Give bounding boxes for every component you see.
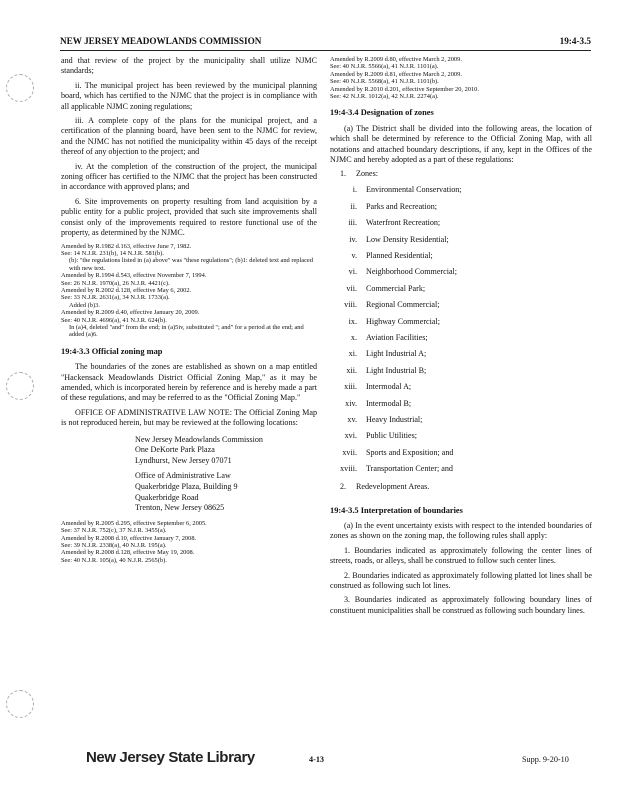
- zone-number: xiii.: [344, 382, 357, 392]
- zone-label: Regional Commercial;: [366, 300, 440, 310]
- item-label: Zones:: [356, 169, 379, 179]
- history-line: See: 33 N.J.R. 2631(a), 34 N.J.R. 1733(a).: [61, 294, 170, 302]
- zone-item: [330, 300, 592, 316]
- zone-number: iii.: [348, 218, 357, 228]
- zone-item: [330, 202, 592, 218]
- address-line: Office of Administrative Law: [135, 471, 231, 481]
- history-line: In (a)4, deleted "and" from the end; in (a)5iv, substituted "; and" for a period at the end; and added (a)6.: [69, 323, 304, 339]
- zone-number: xvii.: [342, 447, 357, 457]
- zone-number: xviii.: [340, 464, 357, 474]
- binder-hole-mark: [6, 372, 34, 400]
- history-line: Amended by R.1994 d.543, effective November 7, 1994.: [61, 272, 207, 280]
- library-logo: New Jersey State Library: [86, 749, 255, 766]
- zone-label: Neighborhood Commercial;: [366, 267, 458, 277]
- zone-item: [330, 431, 592, 447]
- supplement-date: Supp. 9-20-10: [522, 755, 569, 764]
- zone-number: v.: [351, 251, 357, 261]
- section-heading: 19:4-3.5 Interpretation of boundaries: [330, 505, 463, 515]
- zone-item: [330, 333, 592, 349]
- header-section: 19:4-3.5: [559, 36, 591, 46]
- zone-label: Intermodal A;: [366, 382, 412, 392]
- paragraph: The boundaries of the zones are established as shown on a map entitled "Hackensack Meadowlands District Official Zoning Map," as it may be amended, which is incorporated herein by reference and is hereby made a part of these regulations, and may be referred to as the "Official Zoning Map.": [61, 362, 317, 403]
- history-line: See: 40 N.J.R. 5568(a), 41 N.J.R. 1101(b).: [330, 78, 439, 86]
- zone-number: xi.: [348, 349, 357, 359]
- zone-item: [330, 415, 592, 431]
- zone-item: [330, 218, 592, 234]
- section-heading: 19:4-3.3 Official zoning map: [61, 346, 163, 356]
- zone-number: vi.: [348, 267, 357, 277]
- address-line: Trenton, New Jersey 08625: [135, 503, 225, 513]
- zone-item: [330, 448, 592, 464]
- zone-label: Public Utilities;: [366, 431, 418, 441]
- zone-item: [330, 251, 592, 267]
- list-item: [340, 169, 592, 185]
- history-line: (b): "the regulations listed in (a) above" was "these regulations"; (b)1: deleted text and replaced with new text.: [69, 257, 313, 272]
- address-line: Quakerbridge Road: [135, 492, 199, 502]
- binder-hole-mark: [6, 690, 34, 718]
- history-line: See: 40 N.J.R. 4696(a), 41 N.J.R. 624(b).: [61, 316, 167, 324]
- paragraph: 3. Boundaries indicated as approximately following boundary lines of constituent municipalities shall be construed as following such boundary lines.: [330, 595, 592, 615]
- history-line: Amended by R.2009 d.81, effective March 2, 2009.: [330, 70, 462, 78]
- paragraph: iv. At the completion of the construction of the project, the municipal zoning officer has certified to the NJMC that the project has been constructed in accordance with approved plans; and: [61, 161, 317, 192]
- list-item: [340, 482, 592, 498]
- zone-label: Intermodal B;: [366, 398, 412, 408]
- history-line: See: 37 N.J.R. 752(c), 37 N.J.R. 3455(a).: [61, 527, 167, 535]
- zone-item: [330, 267, 592, 283]
- history-line: See: 42 N.J.R. 1012(a), 42 N.J.R. 2274(a).: [330, 93, 439, 101]
- address-block: [61, 435, 317, 514]
- history-line: Amended by R.2002 d.128, effective May 6, 2002.: [61, 286, 192, 294]
- zone-label: Highway Commercial;: [366, 316, 440, 326]
- page-number: 4-13: [309, 755, 325, 764]
- item-label: Redevelopment Areas.: [356, 481, 430, 491]
- zones-list: [330, 169, 592, 497]
- left-column: [61, 56, 317, 572]
- history-line: Amended by R.1982 d.163, effective June 7, 1982.: [61, 242, 192, 250]
- paragraph: and that review of the project by the municipality shall utilize NJMC standards;: [61, 56, 317, 76]
- history-line: Amended by R.2005 d.295, effective September 6, 2005.: [61, 519, 207, 527]
- history-line: See: 40 N.J.R. 5566(a), 41 N.J.R. 1101(a).: [330, 63, 439, 71]
- zone-item: [330, 382, 592, 398]
- zone-number: xiv.: [345, 398, 357, 408]
- binder-hole-mark: [6, 74, 34, 102]
- zone-label: Aviation Facilities;: [366, 332, 428, 342]
- history-notes: [61, 520, 317, 564]
- zone-item: [330, 399, 592, 415]
- section-heading: 19:4-3.4 Designation of zones: [330, 108, 434, 118]
- address-line: New Jersey Meadowlands Commission: [135, 434, 263, 444]
- zone-label: Light Industrial B;: [366, 365, 427, 375]
- zone-label: Transportation Center; and: [366, 464, 453, 474]
- zone-item: [330, 464, 592, 480]
- zone-item: [330, 366, 592, 382]
- zone-item: [330, 349, 592, 365]
- paragraph: 1. Boundaries indicated as approximately following the center lines of streets, roads, or alleys, shall be construed to follow such center lines.: [330, 545, 592, 566]
- zone-number: iv.: [349, 234, 357, 244]
- zone-number: vii.: [346, 283, 357, 293]
- paragraph: 6. Site improvements on property resulting from land acquisition by a public entity for a public project, provided that such site improvements shall consist only of the improvements required to restore functional use of the property, as determined by the NJMC.: [61, 196, 317, 238]
- history-notes: [330, 56, 592, 100]
- zone-number: xvi.: [344, 431, 357, 441]
- history-line: See: 14 N.J.R. 231(b), 14 N.J.R. 581(b).: [61, 249, 164, 257]
- zone-label: Planned Residential;: [366, 251, 433, 261]
- zone-label: Light Industrial A;: [366, 349, 427, 359]
- history-notes: [61, 243, 317, 339]
- address-line: Quakerbridge Plaza, Building 9: [135, 482, 238, 491]
- zone-number: viii.: [344, 300, 357, 310]
- zone-label: Parks and Recreation;: [366, 201, 438, 211]
- zone-item: [330, 185, 592, 201]
- paragraph: iii. A complete copy of the plans for the municipal project, and a certification of the planning board, have been sent to the NJMC for review, and the NJMC has not notified the municipality within 45 days of the receipt thereof of any objection to the project; and: [61, 116, 317, 157]
- history-line: Amended by R.2009 d.40, effective January 20, 2009.: [61, 309, 200, 317]
- zone-label: Sports and Exposition; and: [366, 447, 454, 457]
- history-line: See: 26 N.J.R. 1970(a), 26 N.J.R. 4421(c).: [61, 279, 170, 287]
- zone-label: Commercial Park;: [366, 283, 426, 293]
- item-number: 2.: [340, 481, 347, 491]
- history-line: Added (b)3.: [69, 301, 100, 309]
- zone-number: ix.: [348, 316, 357, 326]
- history-line: See: 40 N.J.R. 105(a), 40 N.J.R. 2565(b).: [61, 556, 167, 564]
- zone-label: Environmental Conservation;: [366, 185, 462, 195]
- zone-item: [330, 317, 592, 333]
- paragraph: 2. Boundaries indicated as approximately following platted lot lines shall be construed as following such lot lines.: [330, 570, 592, 590]
- zone-label: Waterfront Recreation;: [366, 218, 441, 228]
- paragraph: (a) In the event uncertainty exists with respect to the intended boundaries of zones as shown on the zoning map, the following rules shall apply:: [330, 520, 592, 541]
- address-line: One DeKorte Park Plaza: [135, 445, 215, 455]
- zone-item: [330, 284, 592, 300]
- zone-number: i.: [352, 185, 357, 195]
- zone-label: Heavy Industrial;: [366, 414, 423, 424]
- paragraph: OFFICE OF ADMINISTRATIVE LAW NOTE: The Official Zoning Map is not reproduced herein, but may be reviewed at the following locations:: [61, 407, 317, 428]
- history-line: See: 39 N.J.R. 2338(a), 40 N.J.R. 195(a).: [61, 542, 167, 549]
- zone-number: ii.: [350, 201, 357, 211]
- history-line: Amended by R.2008 d.10, effective January 7, 2008.: [61, 534, 197, 542]
- zone-number: xii.: [346, 365, 357, 375]
- zone-number: x.: [350, 332, 357, 342]
- running-header: [60, 34, 591, 51]
- history-line: Amended by R.2008 d.128, effective May 19, 2008.: [61, 549, 195, 557]
- paragraph: ii. The municipal project has been reviewed by the municipal planning board, which has certified to the NJMC that the project is in compliance with all applicable NJMC zoning regulations;: [61, 80, 317, 111]
- right-column: [330, 56, 592, 620]
- zone-label: Low Density Residential;: [366, 234, 449, 244]
- zone-number: xv.: [347, 414, 357, 424]
- history-line: Amended by R.2010 d.201, effective September 20, 2010.: [330, 85, 479, 93]
- history-line: Amended by R.2009 d.80, effective March 2, 2009.: [330, 56, 462, 63]
- zone-item: [330, 235, 592, 251]
- item-number: 1.: [340, 169, 347, 179]
- paragraph: (a) The District shall be divided into the following areas, the location of which shall be determined by reference to the Official Zoning Map, with all notations and attached boundary descriptions, if any, kept in the Offices of the NJMC and hereby adopted as a part of these regulations:: [330, 123, 592, 165]
- header-title: NEW JERSEY MEADOWLANDS COMMISSION: [60, 36, 262, 46]
- address-line: Lyndhurst, New Jersey 07071: [135, 455, 232, 465]
